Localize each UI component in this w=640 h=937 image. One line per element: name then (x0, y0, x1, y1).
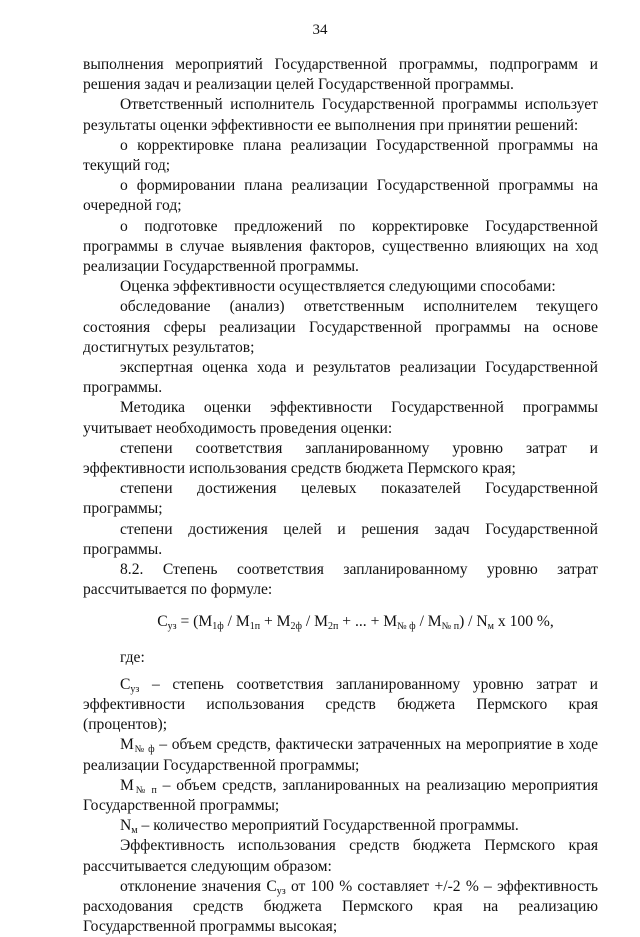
paragraph-section-8-2: 8.2. Степень соответствия запланированному уровню затрат рассчитывается по формуле: (83, 561, 598, 599)
paragraph-methods-intro: Оценка эффективности осуществляется следующими способами: (120, 278, 556, 296)
paragraph-efficiency-intro: Эффективность использования средств бюджета Пермского края рассчитывается следующим образом: (83, 837, 598, 875)
paragraph-methodology: Методика оценки эффективности Государственной программы учитывает необходимость проведения оценки: (83, 399, 598, 437)
list-item-goals: степени достижения целей и решения задач Государственной программы. (83, 520, 598, 558)
list-item-plan-formation: о формировании плана реализации Государственной программы на очередной год; (83, 177, 598, 215)
list-item-indicators: степени достижения целевых показателей Государственной программы; (83, 480, 598, 518)
definition-m-planned: $М_{№ п}$ – объем средств, запланированных на реализацию мероприятия Государственной программы; (83, 776, 598, 814)
definition-m-actual: $М_{№ ф}$ – объем средств, фактически затраченных на мероприятие в ходе реализации Государственной программы; (83, 736, 598, 774)
list-item-expert-assessment: экспертная оценка хода и результатов реализации Государственной программы. (83, 359, 598, 397)
definition-cuz: $С_{уз}$ – степень соответствия запланированному уровню затрат и эффективности использования средств бюджета Пермского края (процентов); (83, 675, 598, 734)
list-item-cost-compliance: степени соответствия запланированному уровню затрат и эффективности использования средств бюджета Пермского края; (83, 439, 598, 478)
definition-n: $N_м$ – количество мероприятий Государственной программы. (120, 817, 519, 837)
cost-compliance-formula: $С_{уз} = (М_{1ф} / М_{1п} + М_{2ф} / М_{2п}$ + ... + $М_{№ ф} / М_{№ п}) / N_м$ х 100 %, (157, 613, 554, 633)
document-body (83, 55, 598, 937)
list-item-proposals: о подготовке предложений по корректировке Государственной программы в случае выявления факторов, существенно влияющих на ход реализации Государственной программы. (83, 217, 598, 276)
list-item-survey: обследование (анализ) ответственным исполнителем текущего состояния сферы реализации Государственной программы на основе достигнутых результатов; (83, 298, 598, 356)
paragraph-continuation: выполнения мероприятий Государственной программы, подпрограмм и решения задач и реализации целей Государственной программы. (83, 56, 598, 94)
list-item-deviation-high: отклонение значения $С_{уз}$ от 100 % составляет +/-2 % – эффективность расходования средств бюджета Пермского края на реализацию Государственной программы высокая; (83, 877, 598, 936)
page-number: 34 (312, 22, 328, 38)
paragraph-responsible-executor: Ответственный исполнитель Государственной программы использует результаты оценки эффективности ее выполнения при принятии решений: (83, 96, 598, 134)
where-label: где: (120, 649, 145, 667)
list-item-plan-correction: о корректировке плана реализации Государственной программы на текущий год; (83, 136, 598, 175)
